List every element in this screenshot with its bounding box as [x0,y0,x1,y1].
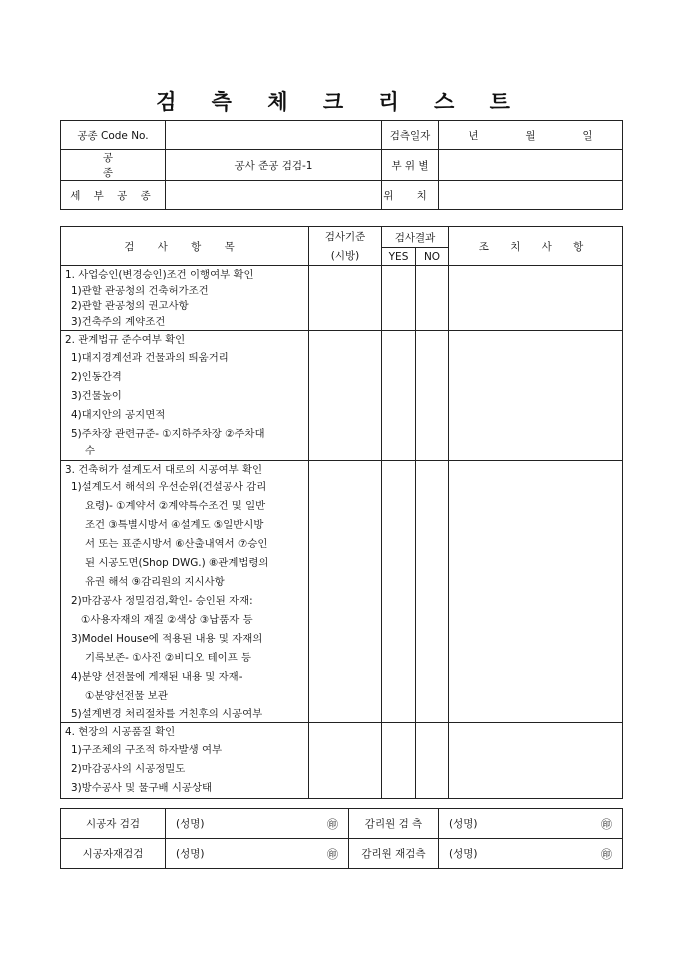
list-item: 3)건물높이 [71,389,122,402]
detail-work-value[interactable] [166,181,382,210]
list-item: 2)인동간격 [71,370,122,383]
list-item: 수 [85,444,96,457]
list-item: 4)분양 선전물에 게재된 내용 및 자재- [71,671,243,684]
list-item: 1)대지경계선과 건물과의 띄움거리 [71,351,229,364]
name-placeholder: (성명) [449,817,478,830]
header-action: 조 치 사 항 [449,227,623,266]
list-item: ①사용자재의 재질 ②색상 ③납품자 등 [81,614,253,627]
date-day-label: 일 [582,129,593,142]
header-criteria-line1: 검사기준 [324,231,366,243]
list-item: 5)주차장 관련규준- ①지하주차장 ②주차대 [71,427,265,440]
name-placeholder: (성명) [176,847,205,860]
list-item: 2)관할 관공청의 권고사항 [71,300,189,313]
list-item: 2)마감공사 정밀검검,확인- 승인된 자재: [71,595,253,608]
part-value[interactable] [439,150,623,181]
seal-mark-icon: ㊞ [327,847,338,861]
list-item: 5)설계변경 처리절차를 거친후의 시공여부 [71,708,263,721]
list-item: 4)대지안의 공지면적 [71,408,166,421]
yes-cell[interactable] [382,460,416,723]
yes-cell[interactable] [382,723,416,799]
section-1-items [61,266,309,331]
contractor-check-label: 시공자 검검 [61,809,166,839]
list-item: 2)마감공사의 시공정밀도 [71,762,186,775]
criteria-cell[interactable] [309,460,382,723]
list-item: 3)방수공사 및 물구배 시공상태 [71,781,213,794]
action-cell[interactable] [449,266,623,331]
yes-cell[interactable] [382,331,416,460]
criteria-cell[interactable] [309,331,382,460]
section-4-items [61,723,309,799]
header-yes: YES [382,248,416,266]
criteria-cell[interactable] [309,266,382,331]
seal-mark-icon: ㊞ [327,817,338,831]
location-value[interactable] [439,181,623,210]
header-result: 검사결과 [382,227,449,248]
criteria-cell[interactable] [309,723,382,799]
header-criteria-line2: (시방) [330,250,360,262]
supervisor-check-label: 감리원 검 측 [349,809,439,839]
list-item: 서 또는 표준시방서 ⑥산출내역서 ⑦승인 [85,538,268,551]
list-item: 3)Model House에 적용된 내용 및 자재의 [71,633,263,646]
inspection-date-label: 검측일자 [382,121,439,150]
action-cell[interactable] [449,460,623,723]
list-item: ①분양선전물 보관 [85,690,168,703]
list-item: 1)관할 관공청의 건축허가조건 [71,284,209,297]
table-row [61,331,623,460]
header-criteria [309,227,382,266]
date-year-label: 년 [468,129,479,142]
section-3-items [61,460,309,723]
supervisor-recheck-label: 감리원 재검측 [349,839,439,869]
name-placeholder: (성명) [449,847,478,860]
seal-mark-icon: ㊞ [601,847,612,861]
section-title: 2. 관계법규 준수여부 확인 [65,334,186,347]
contractor-recheck-label: 시공자재검검 [61,839,166,869]
contractor-check-signature[interactable] [166,809,349,839]
no-cell[interactable] [416,266,449,331]
info-table [60,120,623,210]
supervisor-recheck-signature[interactable] [439,839,623,869]
work-type-value[interactable]: 공사 준공 검검-1 [166,150,382,181]
section-title: 1. 사업승인(변경승인)조건 이행여부 확인 [65,269,254,281]
supervisor-check-signature[interactable] [439,809,623,839]
name-placeholder: (성명) [176,817,205,830]
table-row [61,266,623,331]
section-2-items [61,331,309,460]
page-title: 검 측 체 크 리 스 트 [156,89,524,114]
work-code-value[interactable] [166,121,382,150]
header-no: NO [416,248,449,266]
inspection-date-value[interactable] [439,121,623,150]
contractor-recheck-signature[interactable] [166,839,349,869]
action-cell[interactable] [449,723,623,799]
work-code-label: 공종 Code No. [61,121,166,150]
table-row [61,460,623,723]
work-type-label: 공 종 [61,150,166,181]
signature-table [60,808,623,869]
part-label: 부 위 별 [382,150,439,181]
no-cell[interactable] [416,723,449,799]
seal-mark-icon: ㊞ [601,817,612,831]
detail-work-label: 세 부 공 종 [61,181,166,210]
table-row [61,723,623,799]
list-item: 요령)- ①계약서 ②계약특수조건 및 일반 [85,500,266,513]
list-item: 1)설계도서 해석의 우선순위(건설공사 감리 [71,481,267,494]
no-cell[interactable] [416,331,449,460]
list-item: 1)구조체의 구조적 하자발생 여부 [71,743,223,756]
location-label: 위 치 [382,181,439,210]
no-cell[interactable] [416,460,449,723]
section-title: 3. 건축허가 설계도서 대로의 시공여부 확인 [65,463,263,476]
list-item: 기록보존- ①사진 ②비디오 테이프 등 [85,652,252,665]
action-cell[interactable] [449,331,623,460]
section-title: 4. 현장의 시공품질 확인 [65,726,176,739]
date-month-label: 월 [525,129,536,142]
header-inspection-items: 검 사 항 목 [61,227,309,266]
list-item: 조건 ③특별시방서 ④설계도 ⑤일반시방 [85,519,264,532]
list-item: 3)건축주의 계약조건 [71,315,166,328]
list-item: 된 시공도면(Shop DWG.) ⑧관계법령의 [85,557,269,570]
yes-cell[interactable] [382,266,416,331]
checklist-table [60,226,623,799]
list-item: 유권 해석 ⑨감리원의 지시사항 [85,576,225,589]
